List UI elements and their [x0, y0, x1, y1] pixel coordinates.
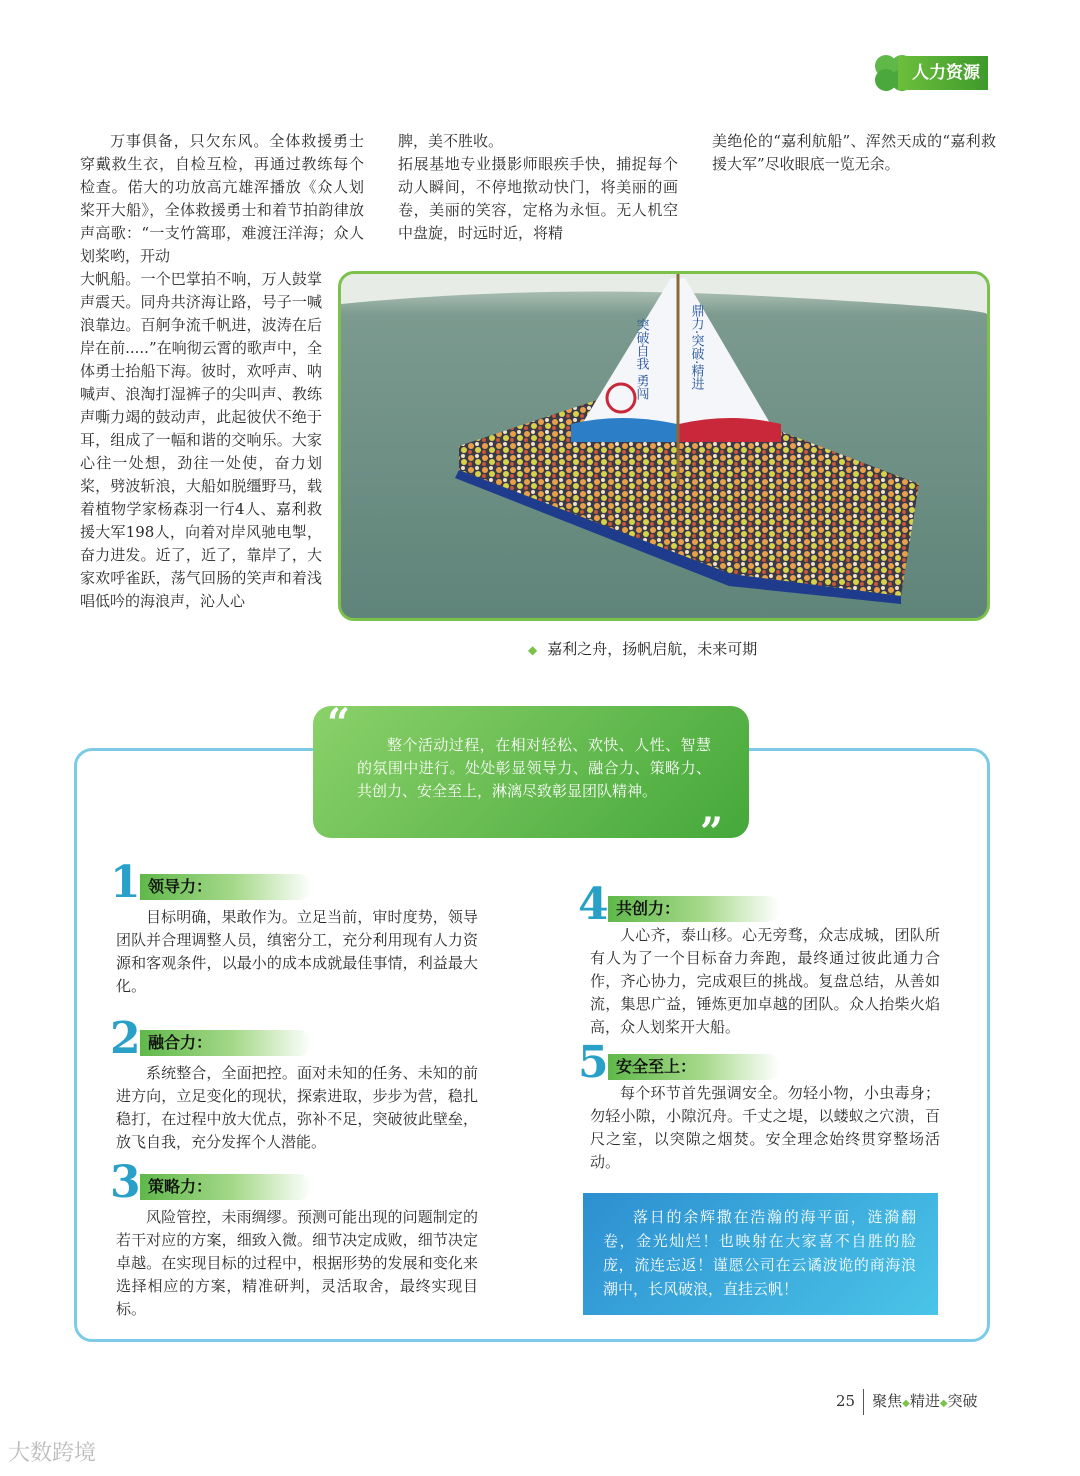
item-number: 3: [110, 1157, 141, 1208]
footer-word-1: 聚焦: [872, 1392, 903, 1410]
item-2-text: 系统整合，全面把控。面对未知的任务、未知的前进方向，立足变化的现状，探索进取，步步为营，稳扎稳打，在过程中放大优点，弥补不足，突破彼此壁垒，放飞自我，充分发挥个人潜能。: [116, 1064, 478, 1151]
item-number: 4: [578, 879, 609, 930]
page-footer: [836, 1388, 978, 1414]
item-2-header: [110, 1013, 320, 1064]
item-title: 策略力：: [148, 1177, 213, 1196]
item-title: 共创力：: [616, 899, 681, 918]
item-title: 融合力：: [148, 1033, 213, 1052]
body-col3: 美绝伦的“嘉利航船”、浑然天成的“嘉利救援大军”尽收眼底一览无余。: [712, 132, 996, 173]
item-number: 2: [110, 1013, 141, 1064]
diamond-icon: ◆: [528, 643, 538, 657]
item-3-text: 风险管控，未雨绸缪。预测可能出现的问题制定的若干对应的方案，细致入微。细节决定成败，细节决定卓越。在实现目标的过程中，根据形势的发展和变化来选择相应的方案，精准研判，灵活取舍，最终实现目标。: [116, 1208, 478, 1318]
diamond-icon: ◆: [902, 1398, 910, 1409]
item-4-text: 人心齐，泰山移。心无旁骛，众志成城，团队所有人为了一个目标奋力奔跑，最终通过彼此通力合作，齐心协力，完成艰巨的挑战。复盘总结，从善如流，集思广益，锤炼更加卓越的团队。众人抬柴火焰高，众人划桨开大船。: [590, 926, 940, 1036]
close-quote-icon: ”: [699, 809, 723, 856]
footer-word-2: 精进: [909, 1392, 940, 1410]
section-tag: [868, 52, 990, 92]
item-1-header: [110, 857, 320, 908]
closing-text: 落日的余辉撒在浩瀚的海平面，涟漪翻卷，金光灿烂！也映射在大家喜不自胜的脸庞，流连忘返！谨愿公司在云谲波诡的商海浪潮中，长风破浪，直挂云帆！: [603, 1208, 916, 1298]
raft-photo: [338, 271, 990, 621]
footer-divider: [863, 1389, 864, 1415]
watermark: 大数跨境: [8, 1441, 97, 1466]
item-3-header: [110, 1157, 320, 1208]
raft-illustration: [341, 274, 987, 618]
section-label: 人力资源: [898, 56, 988, 90]
quote-text: 整个活动过程，在相对轻松、欢快、人性、智慧的氛围中进行。处处彰显领导力、融合力、策略力、共创力、安全至上，淋漓尽致彰显团队精神。: [357, 736, 711, 800]
footer-word-3: 突破: [947, 1392, 978, 1410]
closing-box: [583, 1193, 938, 1315]
item-title: 领导力：: [148, 877, 213, 896]
item-number: 1: [110, 857, 141, 908]
item-4-header: [578, 879, 788, 930]
item-number: 5: [578, 1037, 609, 1088]
photo-caption: [528, 638, 757, 659]
sail-left-text: 突破自我 勇闯: [633, 318, 649, 401]
item-title: 安全至上：: [616, 1057, 697, 1076]
body-col1-wrap: 大帆船。一个巴掌拍不响，万人鼓掌声震天。同舟共济海让路，号子一喊浪靠边。百舸争流千帆进，波涛在后岸在前.....”在响彻云霄的歌声中，全体勇士抬船下海。彼时，欢呼声、呐喊声、浪淘打湿裤子的尖叫声、教练声嘶力竭的鼓动声，此起彼伏不绝于耳，组成了一幅和谐的交响乐。大家心往一处想，劲往一处使，奋力划桨，劈波斩浪，大船如脱缰野马，载着植物学家杨森羽一行4人、嘉利救援大军198人，向着对岸风驰电掣，奋力进发。近了，近了，靠岸了，大家欢呼雀跃，荡气回肠的笑声和着浅唱低吟的海浪声，沁人心: [80, 270, 322, 610]
page-number: 25: [836, 1392, 856, 1410]
diamond-icon: ◆: [939, 1398, 948, 1409]
item-1-text: 目标明确，果敢作为。立足当前，审时度势，领导团队并合理调整人员，缜密分工，充分利用现有人力资源和客观条件，以最小的成本成就最佳事情，利益最大化。: [116, 908, 478, 995]
open-quote-icon: “: [327, 700, 351, 747]
sail-right-text: 鼎力·突破·精进: [688, 304, 704, 391]
item-5-text: 每个环节首先强调安全。勿轻小物，小虫毒身；勿轻小隙，小隙沉舟。千丈之堤，以蝼蚁之穴溃，百尺之室，以突隙之烟焚。安全理念始终贯穿整场活动。: [590, 1084, 940, 1171]
item-5-header: [578, 1037, 788, 1088]
body-col1: 万事俱备，只欠东风。全体救援勇士穿戴救生衣，自检互检，再通过教练每个检查。偌大的功放高亢雄浑播放《众人划桨开大船》，全体救援勇士和着节拍韵律放声高歌：“一支竹篙耶，难渡汪洋海；众人划桨哟，开动: [80, 132, 364, 265]
quote-box: [313, 700, 749, 856]
body-col2: 脾，美不胜收。 拓展基地专业摄影师眼疾手快，捕捉每个动人瞬间，不停地揿动快门，将美丽的画卷，美丽的笑容，定格为永恒。无人机空中盘旋，时远时近，将精: [398, 132, 678, 242]
photo-caption-text: 嘉利之舟，扬帆启航，未来可期: [547, 640, 758, 658]
